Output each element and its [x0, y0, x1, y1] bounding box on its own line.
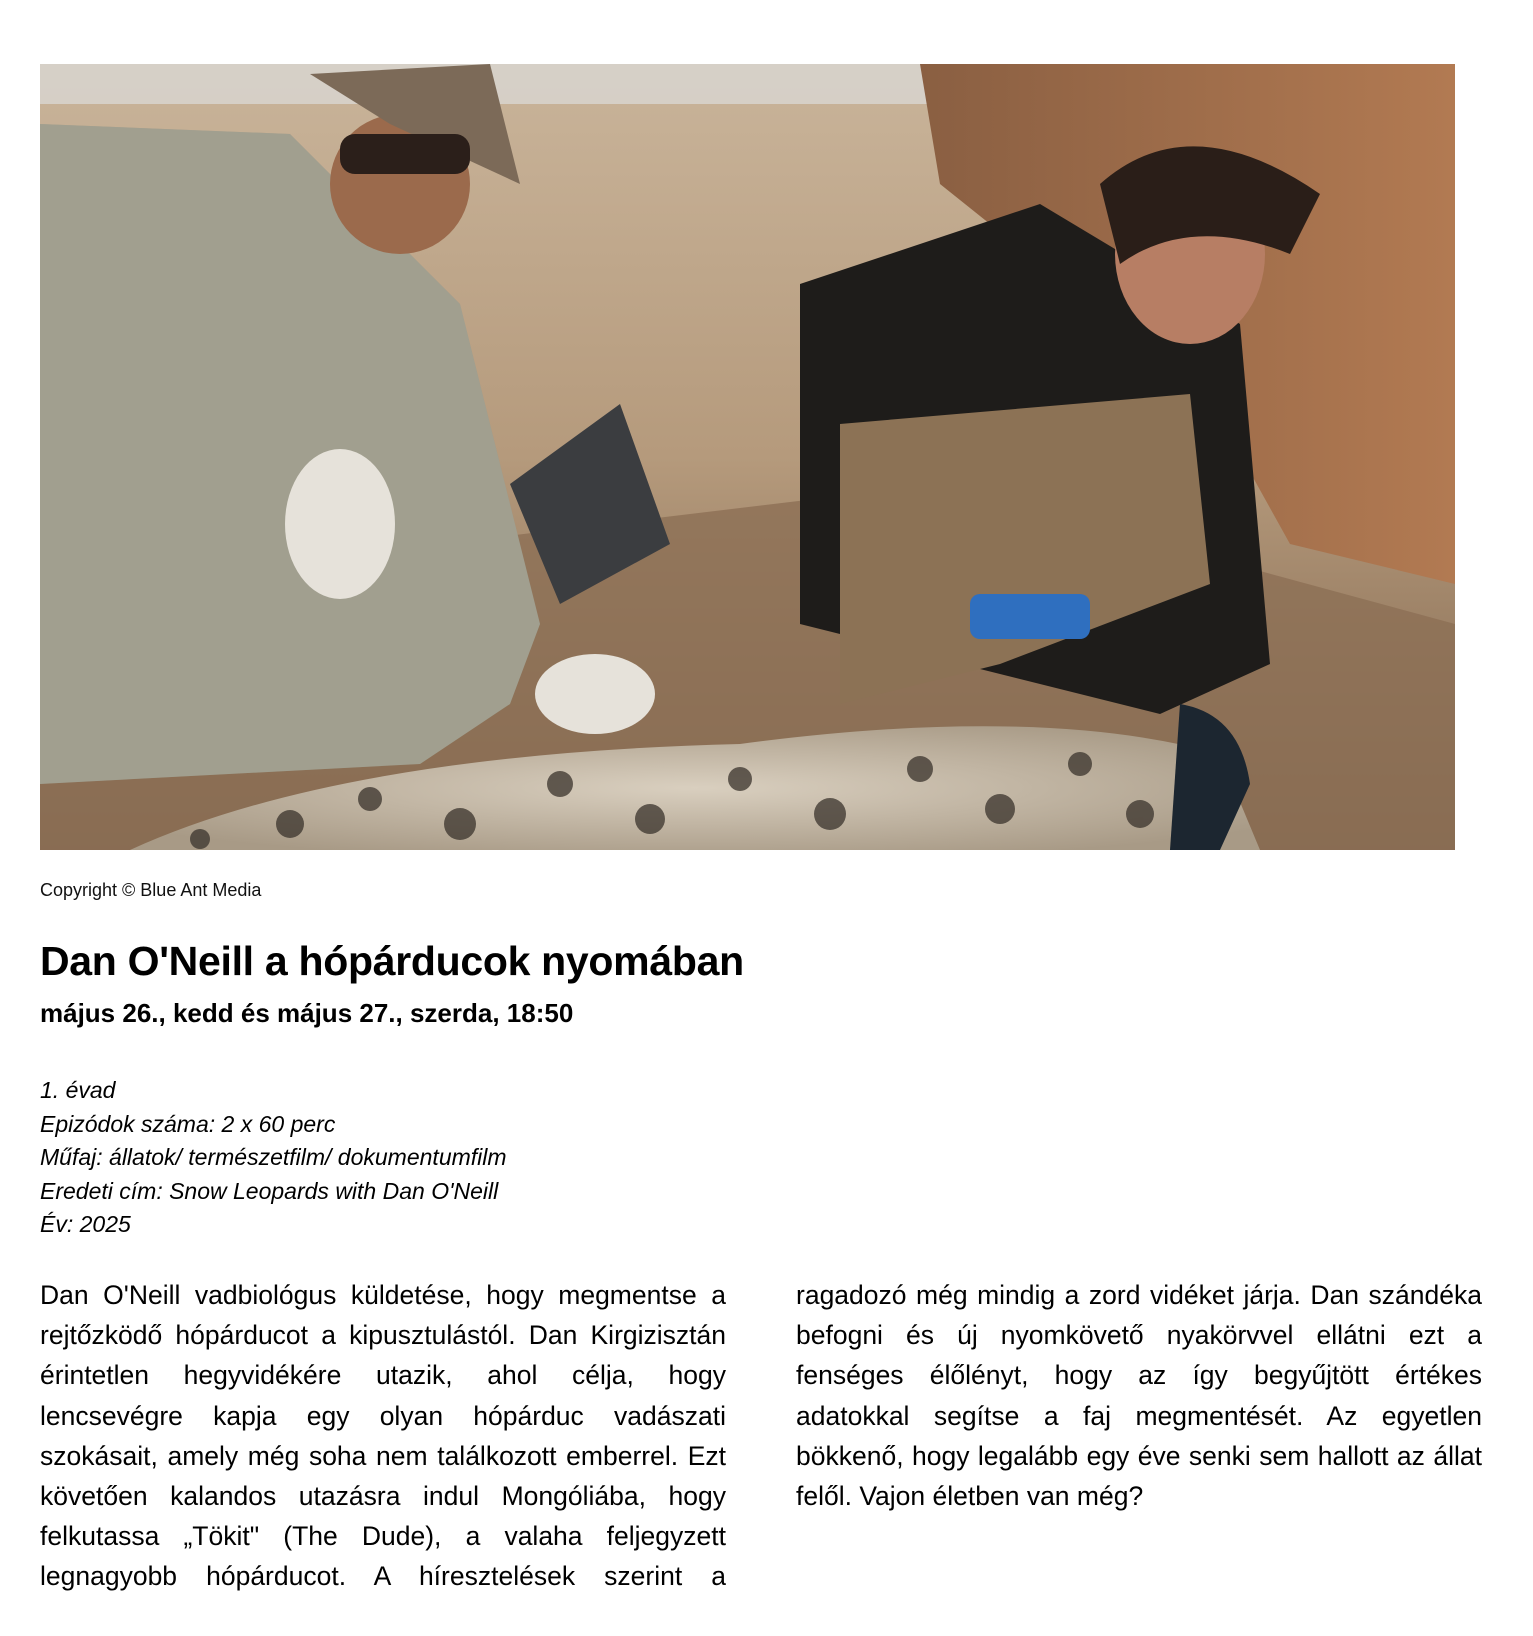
- original-title: Eredeti cím: Snow Leopards with Dan O'Neill: [40, 1177, 499, 1204]
- body-paragraph: Dan O'Neill vadbiológus küldetése, hogy megmentse a rejtőzködő hópárducot a kipusztulástól. Dan Kirgizisztán érintetlen hegyvidékére utazik, ahol célja, hogy lencsevégre kapja egy olyan hópárduc vadászati szokásait, amely még soha nem találkozott emberrel. Ezt követően kalandos utazásra indul Mongóliába, hogy felkutassa „Tökit" (The Dude), a valaha feljegyzett legnagyobb hópárducot. A híresztelések szerint a ragadozó még mindig a zord vidéket járja. Dan szándéka befogni és új nyomkövető nyakörvvel ellátni ezt a fenséges élőlényt, hogy az így begyűjtött értékes adatokkal segítse a faj megmentését. Az egyetlen bökkenő, hogy legalább egy éve senki sem hallott az állat felől. Vajon életben van még?: [40, 1280, 1482, 1592]
- photo-illustration: [40, 64, 1455, 850]
- year: Év: 2025: [40, 1211, 131, 1238]
- episode-count: Epizódok száma: 2 x 60 perc: [40, 1110, 336, 1137]
- page-title: Dan O'Neill a hópárducok nyomában: [40, 938, 744, 984]
- article-photo: [40, 64, 1455, 850]
- broadcast-schedule: május 26., kedd és május 27., szerda, 18:50: [40, 998, 574, 1028]
- genre: Műfaj: állatok/ természetfilm/ dokumentumfilm: [40, 1144, 507, 1171]
- article-body: [40, 1275, 1482, 1605]
- program-details: [40, 1074, 507, 1242]
- season: 1. évad: [40, 1077, 116, 1103]
- photo-credit: Copyright © Blue Ant Media: [40, 880, 262, 900]
